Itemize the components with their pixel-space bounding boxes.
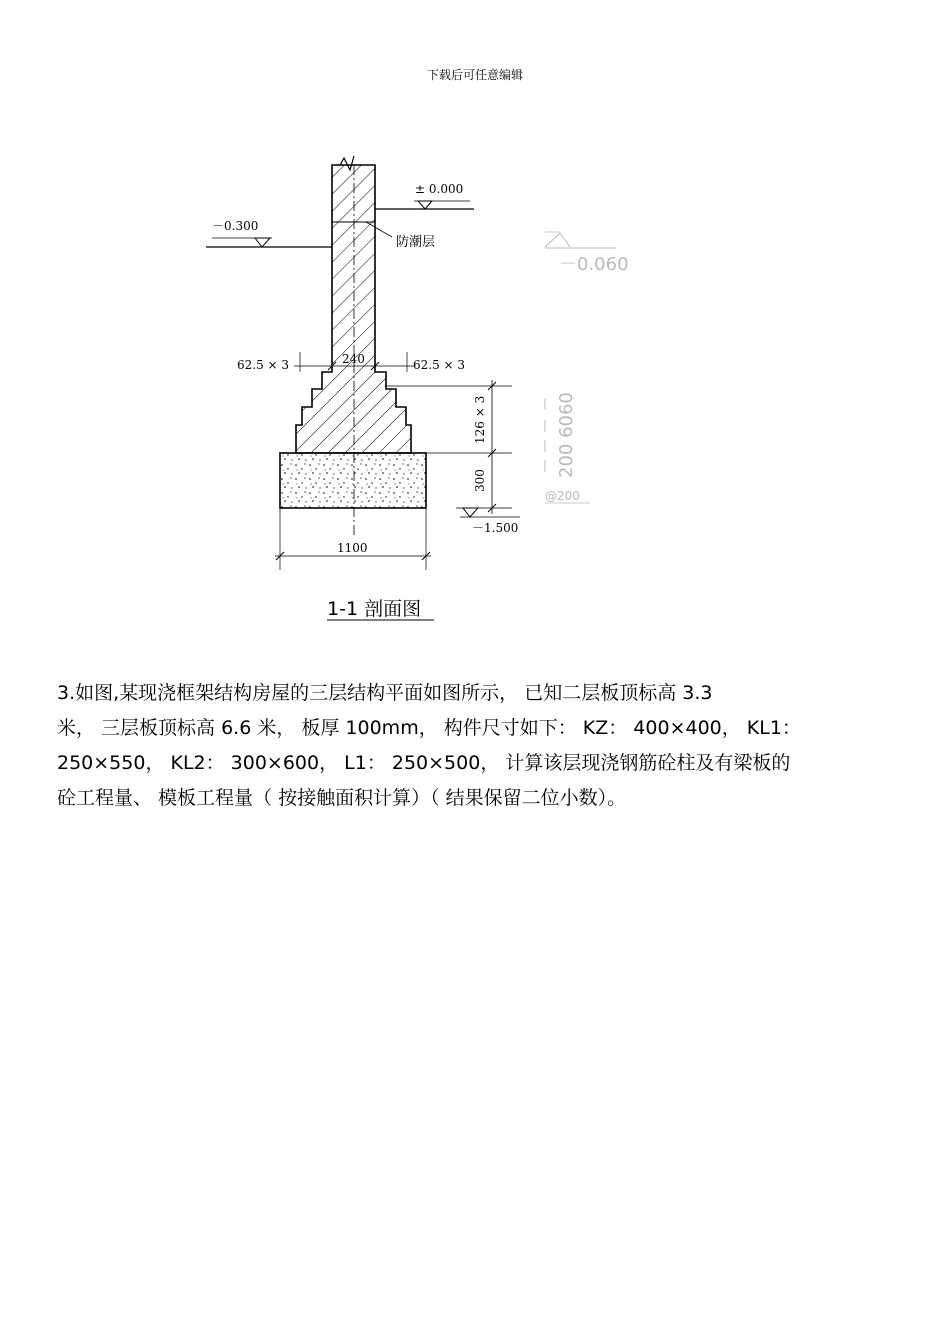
base-width-label: 1100 — [337, 541, 368, 555]
wall-footing-section — [296, 165, 411, 453]
elevation-marker — [463, 508, 478, 517]
elevation-marker — [255, 238, 270, 247]
step-left-label: 62.5 × 3 — [237, 358, 290, 372]
problem-text: 3.如图,某现浇框架结构房屋的三层结构平面如图所示， 已知二层板顶标高 3.3 米， 三层板顶标高 6.6 米， 板厚 100mm， 构件尺寸如下： KZ： 400×400， KL1： 250×550， KL2： 300×600， L1： 250×500， 计算该层现浇钢筋砼柱及有梁板的 砼工程量、 模板工程量（ 按接触面积计算）（ 结果保留二位小数）。 — [57, 682, 801, 809]
ghost-annotation — [545, 392, 590, 503]
wall-width-label: 240 — [342, 352, 365, 366]
ghost-rebar-label: @200 — [545, 489, 580, 503]
dim-bed-label: 300 — [473, 469, 487, 492]
concrete-bed — [280, 453, 426, 508]
ghost-vertical-label: 200 6060 — [556, 392, 577, 478]
ghost-annotation — [545, 232, 629, 275]
dpc-label: 防潮层 — [396, 235, 436, 250]
ghost-elevation-label: －0.060 — [559, 254, 629, 275]
dim-steps-label: 126 × 3 — [473, 395, 487, 444]
elevation-zero-label: ± 0.000 — [415, 182, 464, 196]
page-header: 下载后可任意编辑 — [426, 68, 523, 82]
elevation-bottom-label: －1.500 — [472, 521, 519, 535]
figure-caption: 1-1 剖面图 — [327, 598, 422, 620]
foundation-section-figure — [0, 0, 950, 640]
elevation-marker — [418, 201, 432, 209]
elevation-left-label: －0.300 — [212, 219, 259, 233]
step-right-label: 62.5 × 3 — [413, 358, 466, 372]
